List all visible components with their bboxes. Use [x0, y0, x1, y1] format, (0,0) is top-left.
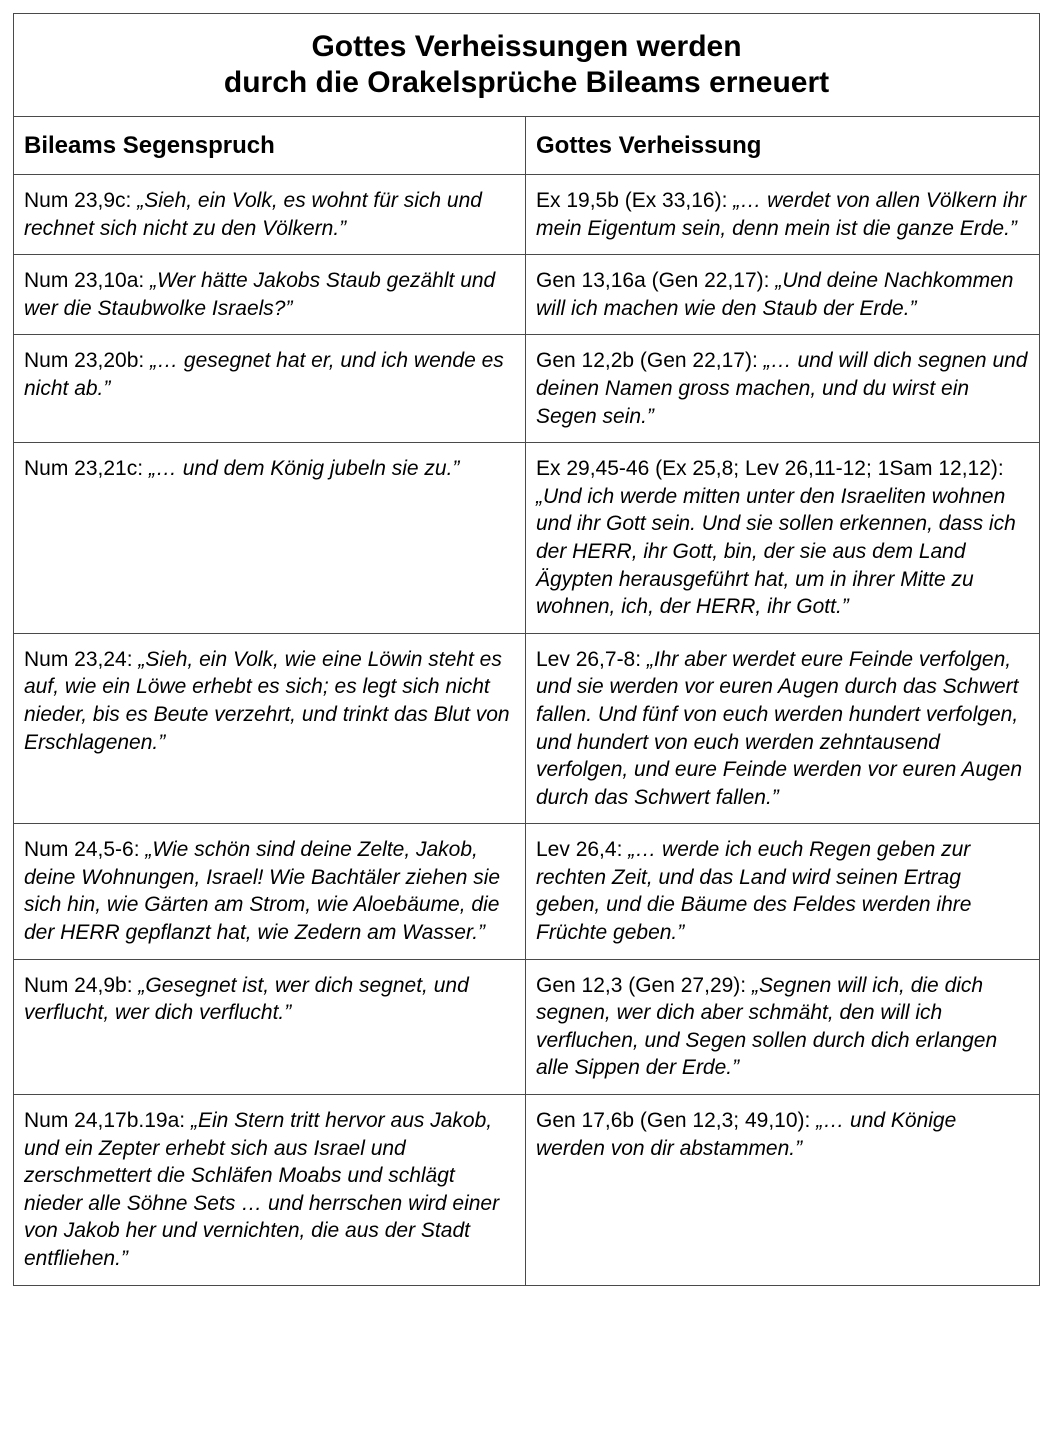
promise-quote: „… werde ich euch Regen geben zur rechten Zeit, und das Land wird seinen Ertrag geben, und die Bäume des Feldes werden ihre Früchte geben.”: [536, 838, 972, 945]
promise-reference: Gen 13,16a (Gen 22,17):: [536, 269, 776, 293]
promise-reference: Ex 29,45-46 (Ex 25,8; Lev 26,11-12; 1Sam 12,12):: [536, 457, 1004, 481]
column-header-left: Bileams Segenspruch: [14, 117, 526, 175]
promise-cell: [526, 335, 1040, 443]
promise-quote: „… werdet von allen Völkern ihr mein Eigentum sein, denn mein ist die ganze Erde.”: [536, 189, 1027, 240]
column-header-right: Gottes Verheissung: [526, 117, 1040, 175]
blessing-quote: „Gesegnet ist, wer dich segnet, und verflucht, wer dich verflucht.”: [24, 973, 469, 1025]
blessing-cell: [14, 959, 526, 1094]
promise-cell: [526, 175, 1040, 255]
promise-quote: „Ihr aber werdet eure Feinde verfolgen, und sie werden vor euren Augen durch das Schwert fallen. Und fünf von euch werden hundert verfolgen, und hundert von euch werden zehntausend verfolgen, und eure Feinde werden vor euren Augen durch das Schwert fallen.”: [536, 647, 1023, 809]
promise-reference: Gen 12,3 (Gen 27,29):: [536, 973, 752, 997]
blessing-cell: [14, 255, 526, 335]
promise-reference: Gen 17,6b (Gen 12,3; 49,10):: [536, 1109, 817, 1133]
title-row: [14, 14, 1040, 117]
promise-cell: [526, 255, 1040, 335]
blessing-quote: „Ein Stern tritt hervor aus Jakob, und ein Zepter erhebt sich aus Israel und zerschmettert die Schläfen Moabs und schlägt nieder alle Söhne Sets … und herrschen wird einer von Jakob her und vernichten, die aus der Stadt entfliehen.”: [24, 1109, 500, 1270]
table-row: [14, 633, 1040, 824]
promise-reference: Lev 26,7-8:: [536, 647, 647, 671]
promise-quote: „Und deine Nachkommen will ich machen wie den Staub der Erde.”: [536, 269, 1014, 320]
blessing-reference: Num 24,9b:: [24, 973, 139, 997]
blessing-cell: [14, 175, 526, 255]
blessing-quote: „Wie schön sind deine Zelte, Jakob, deine Wohnungen, Israel! Wie Bachtäler ziehen sie sich hin, wie Gärten am Strom, wie Aloebäume, die der HERR gepflanzt hat, wie Zedern am Wasser.”: [24, 838, 501, 945]
blessing-quote: „Sieh, ein Volk, es wohnt für sich und rechnet sich nicht zu den Völkern.”: [24, 189, 482, 240]
promise-quote: „Segnen will ich, die dich segnen, wer dich aber schmäht, den will ich verfluchen, und Segen sollen durch dich erlangen alle Sippen der Erde.”: [536, 973, 998, 1080]
blessing-reference: Num 23,20b:: [24, 349, 151, 373]
table-row: [14, 255, 1040, 335]
promise-cell: [526, 633, 1040, 824]
table-row: [14, 959, 1040, 1094]
blessing-quote: „… und dem König jubeln sie zu.”: [148, 457, 460, 481]
promise-cell: [526, 824, 1040, 959]
comparison-table: [13, 13, 1040, 1286]
document-page: [13, 13, 1039, 1286]
table-row: [14, 824, 1040, 959]
blessing-cell: [14, 1095, 526, 1286]
promise-reference: Lev 26,4:: [536, 838, 629, 862]
blessing-cell: [14, 443, 526, 634]
table-row: [14, 175, 1040, 255]
promise-reference: Gen 12,2b (Gen 22,17):: [536, 349, 764, 373]
blessing-quote: „… gesegnet hat er, und ich wende es nicht ab.”: [24, 349, 504, 400]
blessing-reference: Num 23,24:: [24, 647, 139, 671]
blessing-reference: Num 23,10a:: [24, 269, 151, 293]
promise-quote: „… und Könige werden von dir abstammen.”: [536, 1109, 957, 1160]
table-row: [14, 1095, 1040, 1286]
blessing-cell: [14, 824, 526, 959]
blessing-cell: [14, 633, 526, 824]
header-row: [14, 117, 1040, 175]
blessing-reference: Num 24,17b.19a:: [24, 1109, 191, 1133]
promise-cell: [526, 1095, 1040, 1286]
promise-reference: Ex 19,5b (Ex 33,16):: [536, 189, 734, 212]
promise-cell: [526, 443, 1040, 634]
blessing-quote: „Wer hätte Jakobs Staub gezählt und wer die Staubwolke Israels?”: [24, 269, 496, 320]
table-title: [14, 14, 1040, 117]
blessing-quote: „Sieh, ein Volk, wie eine Löwin steht es auf, wie ein Löwe erhebt es sich; es legt sich nicht nieder, bis es Beute verzehrt, und trinkt das Blut von Erschlagenen.”: [24, 647, 510, 754]
promise-quote: „Und ich werde mitten unter den Israeliten wohnen und ihr Gott sein. Und sie sollen erkennen, dass ich der HERR, ihr Gott, bin, der sie aus dem Land Ägypten herausgeführt hat, um in ihrer Mitte zu wohnen, ich, der HERR, ihr Gott.”: [536, 484, 1016, 619]
table-row: [14, 443, 1040, 634]
promise-cell: [526, 959, 1040, 1094]
blessing-cell: [14, 335, 526, 443]
title-line-1: Gottes Verheissungen werden: [311, 30, 742, 63]
title-line-2: durch die Orakelsprüche Bileams erneuert: [223, 66, 830, 99]
promise-quote: „… und will dich segnen und deinen Namen gross machen, und du wirst ein Segen sein.”: [536, 349, 1028, 428]
table-row: [14, 335, 1040, 443]
blessing-reference: Num 23,21c:: [24, 457, 149, 481]
blessing-reference: Num 23,9c:: [24, 189, 138, 212]
blessing-reference: Num 24,5-6:: [24, 838, 146, 862]
table-body: [14, 175, 1040, 1286]
